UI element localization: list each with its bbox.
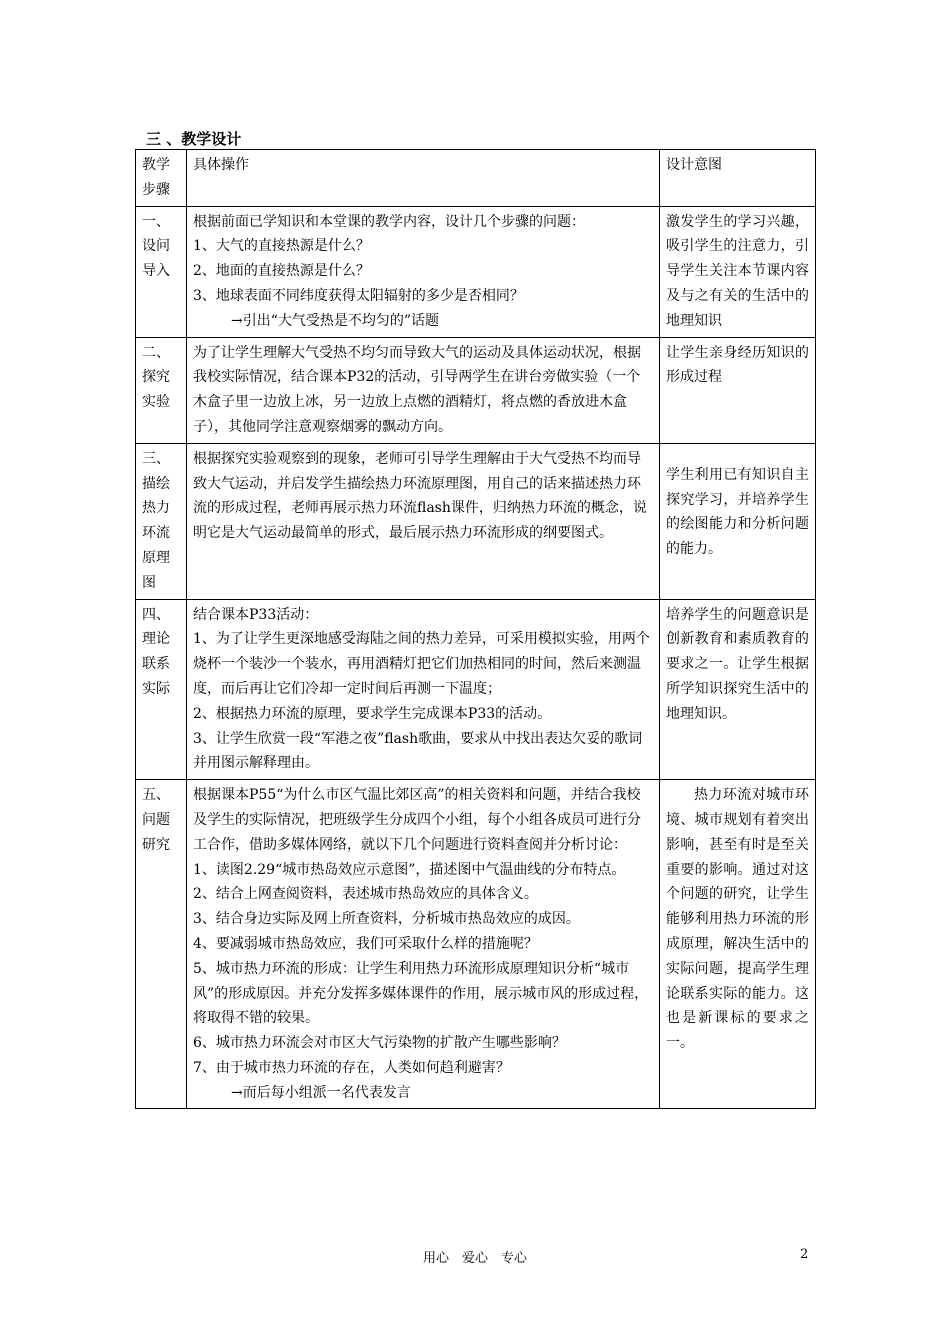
arrow-note: →引出“大气受热是不均匀的”话题 xyxy=(231,312,440,329)
section-title: 三 、教学设计 xyxy=(146,130,242,148)
step-cell: 二、探究实验 xyxy=(136,337,187,443)
operation-line: 7、由于城市热力环流的存在，人类如何趋利避害？ xyxy=(193,1059,510,1076)
operation-line: 2、结合上网查阅资料，表述城市热岛效应的具体含义。 xyxy=(193,886,538,903)
operation-line: 结合课本P33活动： xyxy=(193,606,319,623)
table-row xyxy=(136,337,816,443)
intent-cell: 培养学生的问题意识是创新教育和素质教育的要求之一。让学生根据所学知识探究生活中的地理知识。 xyxy=(660,599,816,780)
operation-cell xyxy=(187,599,660,780)
operation-cell xyxy=(187,206,660,337)
step-cell: 五、问题研究 xyxy=(136,780,187,1109)
footer-text: 用心 爱心 专心 xyxy=(422,1251,527,1266)
operation-line: 1、为了让学生更深地感受海陆之间的热力差异，可采用模拟实验，用两个烧杯一个装沙一个装水，再用酒精灯把它们加热相同的时间，然后来测温度，而后再让它们冷却一定时间后再测一下温度； xyxy=(193,631,650,697)
step-cell: 三、描绘热力环流原理图 xyxy=(136,443,187,599)
table-row xyxy=(136,206,816,337)
operation-line: 2、地面的直接热源是什么？ xyxy=(193,263,370,280)
operation-line: 根据课本P55“为什么市区气温比郊区高”的相关资料和问题，并结合我校及学生的实际情况，把班级学生分成四个小组，每个小组各成员可进行分工合作，借助多媒体网络，就以下几个问题进行资料查阅并分析讨论： xyxy=(193,787,641,853)
operation-cell xyxy=(187,443,660,599)
operation-line: 6、城市热力环流会对市区大气污染物的扩散产生哪些影响？ xyxy=(193,1035,566,1052)
operation-line: 2、根据热力环流的原理，要求学生完成课本P33的活动。 xyxy=(193,705,552,722)
teaching-design-table xyxy=(135,149,816,1109)
intent-cell: 激发学生的学习兴趣，吸引学生的注意力，引导学生关注本节课内容及与之有关的生活中的地理知识 xyxy=(660,206,816,337)
intent-cell xyxy=(660,780,816,1109)
table-row xyxy=(136,599,816,780)
intent-cell: 让学生亲身经历知识的形成过程 xyxy=(660,337,816,443)
intent-cell: 学生利用已有知识自主探究学习，并培养学生的绘图能力和分析问题的能力。 xyxy=(660,443,816,599)
operation-line: 1、大气的直接热源是什么？ xyxy=(193,238,370,255)
header-operation: 具体操作 xyxy=(187,150,660,207)
operation-line: 4、要减弱城市热岛效应，我们可采取什么样的措施呢？ xyxy=(193,935,538,952)
operation-cell xyxy=(187,780,660,1109)
operation-line: 3、地球表面不同纬度获得太阳辐射的多少是否相同？ xyxy=(193,287,524,304)
intent-text: 热力环流对城市环境、城市规划有着突出影响，甚至有时是至关重要的影响。通过对这个问题的研究，让学生能够利用热力环流的形成原理，解决生活中的实际问题，提高学生理论联系实际的能力。这也是新课标的要求之一。 xyxy=(666,787,809,1052)
step-cell: 一、设问导入 xyxy=(136,206,187,337)
operation-line: 根据探究实验观察到的现象，老师可引导学生理解由于大气受热不均而导致大气运动，并启发学生描绘热力环流原理图，用自己的话来描述热力环流的形成过程，老师再展示热力环流flash课件，归纳热力环流的概念，说明它是大气运动最简单的形式，最后展示热力环流形成的纲要图式。 xyxy=(193,450,647,542)
operation-line: 1、读图2.29“城市热岛效应示意图”，描述图中气温曲线的分布特点。 xyxy=(193,861,626,878)
operation-line: 为了让学生理解大气受热不均匀而导致大气的运动及具体运动状况，根据我校实际情况，结合课本P32的活动，引导两学生在讲台旁做实验（一个木盒子里一边放上冰，另一边放上点燃的酒精灯，将点燃的香放进木盒子），其他同学注意观察烟雾的飘动方向。 xyxy=(193,344,641,435)
table-header-row xyxy=(136,150,816,207)
operation-line: 根据前面已学知识和本堂课的教学内容，设计几个步骤的问题： xyxy=(193,213,585,230)
header-intent: 设计意图 xyxy=(660,150,816,207)
table-row xyxy=(136,780,816,1109)
table-row xyxy=(136,443,816,599)
arrow-note: →而后每小组派一名代表发言 xyxy=(231,1084,411,1101)
operation-cell xyxy=(187,337,660,443)
page-number: 2 xyxy=(800,1247,809,1262)
operation-line: 5、城市热力环流的形成：让学生利用热力环流形成原理知识分析“城市风”的形成原因。并充分发挥多媒体课件的作用，展示城市风的形成过程，将取得不错的较果。 xyxy=(193,960,649,1027)
operation-line: 3、结合身边实际及网上所查资料，分析城市热岛效应的成因。 xyxy=(193,911,580,928)
header-step: 教学步骤 xyxy=(136,150,187,207)
operation-line: 3、让学生欣赏一段“军港之夜”flash歌曲，要求从中找出表达欠妥的歌词并用图示解释理由。 xyxy=(193,730,643,772)
step-cell: 四、理论联系实际 xyxy=(136,599,187,780)
